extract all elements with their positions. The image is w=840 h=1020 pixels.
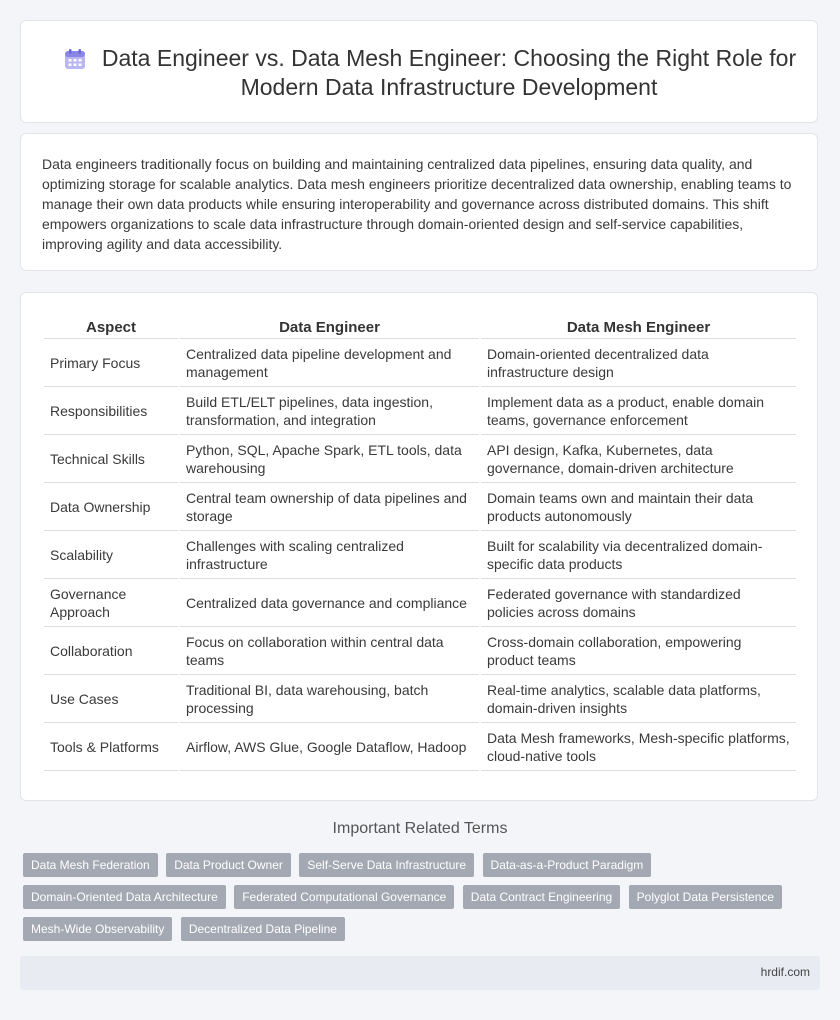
comparison-table (42, 314, 798, 771)
data-mesh-engineer-cell: API design, Kafka, Kubernetes, data governance, domain-driven architecture (481, 435, 796, 483)
related-term-tag[interactable]: Data Mesh Federation (23, 853, 158, 877)
table-row (44, 675, 796, 723)
calendar-icon (63, 47, 87, 71)
data-mesh-engineer-cell: Built for scalability via decentralized domain-specific data products (481, 531, 796, 579)
table-row (44, 339, 796, 387)
related-term-tag[interactable]: Polyglot Data Persistence (629, 885, 782, 909)
related-term-tag[interactable]: Self-Serve Data Infrastructure (299, 853, 474, 877)
aspect-cell: Scalability (44, 531, 178, 579)
related-term-tag[interactable]: Data-as-a-Product Paradigm (483, 853, 652, 877)
table-row (44, 531, 796, 579)
data-mesh-engineer-cell: Real-time analytics, scalable data platforms, domain-driven insights (481, 675, 796, 723)
aspect-cell: Use Cases (44, 675, 178, 723)
related-term-tag[interactable]: Domain-Oriented Data Architecture (23, 885, 226, 909)
data-mesh-engineer-cell: Federated governance with standardized policies across domains (481, 579, 796, 627)
table-row (44, 435, 796, 483)
aspect-cell: Responsibilities (44, 387, 178, 435)
data-mesh-engineer-cell: Implement data as a product, enable domain teams, governance enforcement (481, 387, 796, 435)
aspect-cell: Collaboration (44, 627, 178, 675)
aspect-cell: Tools & Platforms (44, 723, 178, 771)
data-engineer-cell: Focus on collaboration within central data teams (180, 627, 479, 675)
data-engineer-cell: Central team ownership of data pipelines and storage (180, 483, 479, 531)
title-card (20, 20, 818, 123)
data-engineer-cell: Traditional BI, data warehousing, batch processing (180, 675, 479, 723)
table-row (44, 723, 796, 771)
related-term-tag[interactable]: Data Product Owner (166, 853, 291, 877)
data-engineer-cell: Airflow, AWS Glue, Google Dataflow, Hadoop (180, 723, 479, 771)
footer-site-link[interactable]: hrdif.com (760, 965, 810, 979)
data-engineer-cell: Centralized data governance and compliance (180, 579, 479, 627)
page-title: Data Engineer vs. Data Mesh Engineer: Choosing the Right Role for Modern Data Infrastructure Development (101, 45, 797, 100)
data-engineer-cell: Build ETL/ELT pipelines, data ingestion, transformation, and integration (180, 387, 479, 435)
table-row (44, 627, 796, 675)
header-aspect: Aspect (44, 314, 178, 339)
aspect-cell: Technical Skills (44, 435, 178, 483)
aspect-cell: Primary Focus (44, 339, 178, 387)
intro-paragraph: Data engineers traditionally focus on building and maintaining centralized data pipelines, ensuring data quality, and optimizing storage for scalable analytics. Data mesh engineers prioritize decentralized data ownership, enabling teams to manage their own data products while ensuring interoperability and governance across distributed domains. This shift empowers organizations to scale data infrastructure through domain-oriented design and self-service capabilities, improving agility and data accessibility. (42, 156, 792, 252)
footer (20, 956, 820, 990)
header-data-engineer: Data Engineer (180, 314, 479, 339)
data-engineer-cell: Python, SQL, Apache Spark, ETL tools, data warehousing (180, 435, 479, 483)
intro-card (20, 133, 818, 271)
table-row (44, 387, 796, 435)
comparison-table-card (20, 292, 818, 801)
data-mesh-engineer-cell: Data Mesh frameworks, Mesh-specific platforms, cloud-native tools (481, 723, 796, 771)
related-terms-title: Important Related Terms (332, 820, 508, 837)
aspect-cell: Data Ownership (44, 483, 178, 531)
related-terms-list (23, 853, 803, 949)
table-header-row (44, 314, 796, 339)
related-term-tag[interactable]: Federated Computational Governance (234, 885, 454, 909)
related-term-tag[interactable]: Data Contract Engineering (463, 885, 620, 909)
table-row (44, 483, 796, 531)
data-mesh-engineer-cell: Domain teams own and maintain their data products autonomously (481, 483, 796, 531)
data-mesh-engineer-cell: Cross-domain collaboration, empowering product teams (481, 627, 796, 675)
aspect-cell: Governance Approach (44, 579, 178, 627)
data-engineer-cell: Centralized data pipeline development and management (180, 339, 479, 387)
header-data-mesh-engineer: Data Mesh Engineer (481, 314, 796, 339)
related-term-tag[interactable]: Mesh-Wide Observability (23, 917, 172, 941)
table-row (44, 579, 796, 627)
data-engineer-cell: Challenges with scaling centralized infrastructure (180, 531, 479, 579)
related-term-tag[interactable]: Decentralized Data Pipeline (181, 917, 345, 941)
data-mesh-engineer-cell: Domain-oriented decentralized data infrastructure design (481, 339, 796, 387)
